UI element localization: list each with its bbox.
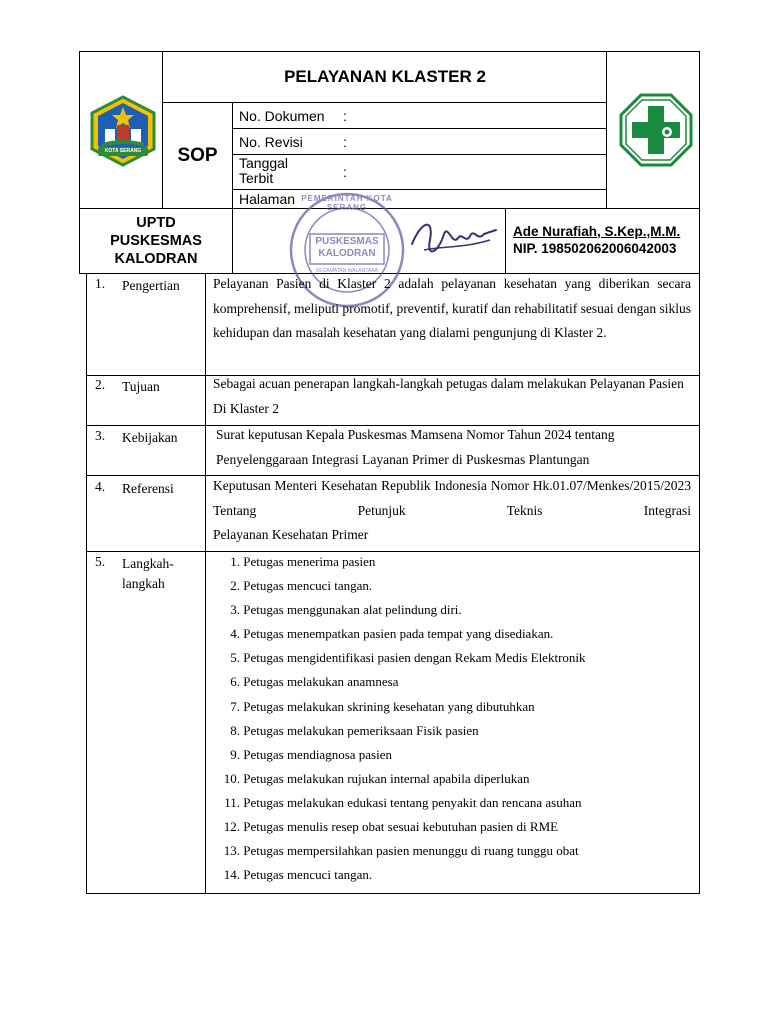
stamp-ring-text: PEMERINTAH KOTA SERANG: [301, 194, 393, 212]
section-text-pengertian: Pelayanan Pasien di Klaster 2 adalah pelayanan kesehatan yang diberikan secara komprehensif, meliputi promotif, preventif, kuratif dan rehabilitatif sesuai dengan siklus kehidupan dan masalah kesehatan yang dialami pengunjung di Klaster 2.: [213, 276, 691, 340]
step-item: 10. Petugas melakukan rujukan internal apabila diperlukan: [223, 770, 530, 786]
section-number: 3.: [95, 428, 106, 443]
step-item: 7. Petugas melakukan skrining kesehatan yang dibutuhkan: [230, 698, 535, 714]
section-text-referensi: Keputusan Menteri Kesehatan Republik Indonesia Nomor Hk.01.07/Menkes/2015/2023 Tentang Petunjuk Teknis Integrasi: [213, 478, 691, 518]
section-label-langkah: Langkah- langkah: [122, 556, 174, 591]
steps-list: [220, 550, 690, 887]
signer-nip: NIP. 198502062006042003: [513, 241, 677, 256]
section-text-tujuan: Sebagai acuan penerapan langkah-langkah petugas dalam melakukan Pelayanan Pasien Di Klaster 2: [213, 376, 684, 416]
step-item: 6. Petugas melakukan anamnesa: [230, 674, 399, 690]
section-text-referensi-cont: Pelayanan Kesehatan Primer: [213, 527, 369, 542]
step-item: 14. Petugas mencuci tangan.: [223, 867, 373, 883]
health-cross-logo: [619, 93, 693, 167]
unit-name: UPTD PUSKESMAS KALODRAN: [110, 215, 202, 267]
stamp-center-text: PUSKESMAS KALODRAN: [315, 236, 379, 259]
section-label-referensi: Referensi: [122, 481, 174, 496]
step-item: 3. Petugas menggunakan alat pelindung diri.: [230, 602, 462, 618]
section-text-kebijakan: Surat keputusan Kepala Puskesmas Mamsena Nomor Tahun 2024 tentang Penyelenggaraan Integrasi Layanan Primer di Puskesmas Plantungan: [216, 427, 615, 467]
step-item: 8. Petugas melakukan pemeriksaan Fisik pasien: [230, 722, 479, 738]
step-item: 11. Petugas melakukan edukasi tentang penyakit dan rencana asuhan: [224, 794, 582, 810]
sop-label: SOP: [177, 144, 218, 166]
emblem-caption: KOTA SERANG: [104, 148, 142, 154]
step-item: 12. Petugas menulis resep obat sesuai kebutuhan pasien di RME: [223, 819, 559, 835]
city-emblem-logo: [88, 95, 158, 167]
step-item: 9. Petugas mendiagnosa pasien: [230, 746, 392, 762]
section-label-tujuan: Tujuan: [122, 379, 160, 394]
step-item: 2. Petugas mencuci tangan.: [230, 578, 373, 594]
step-item: 13. Petugas mempersilahkan pasien menunggu di ruang tunggu obat: [223, 843, 579, 859]
section-number: 2.: [95, 377, 106, 392]
step-item: 1. Petugas menerima pasien: [230, 554, 376, 569]
document-title: PELAYANAN KLASTER 2: [284, 67, 486, 86]
field-label-no-revisi: No. Revisi: [239, 134, 303, 150]
field-label-tanggal-terbit: Tanggal Terbit: [239, 155, 289, 186]
field-colon-tanggal-terbit: :: [343, 164, 347, 180]
stamp-small-text: KECAMATAN WALANTAKA: [315, 268, 379, 274]
field-colon-no-dokumen: :: [343, 108, 347, 124]
section-number: 4.: [95, 479, 106, 494]
section-number: 1.: [95, 276, 106, 291]
section-number: 5.: [95, 554, 106, 569]
section-label-pengertian: Pengertian: [122, 278, 180, 293]
field-label-no-dokumen: No. Dokumen: [239, 108, 325, 124]
signer-name: Ade Nurafiah, S.Kep.,M.M.: [513, 224, 681, 239]
field-colon-no-revisi: :: [343, 134, 347, 150]
field-label-halaman: Halaman: [239, 191, 296, 207]
section-label-kebijakan: Kebijakan: [122, 430, 178, 445]
signature: [404, 210, 504, 266]
step-item: 5. Petugas mengidentifikasi pasien dengan Rekam Medis Elektronik: [230, 650, 586, 666]
step-item: 4. Petugas menempatkan pasien pada tempat yang disediakan.: [230, 626, 554, 642]
